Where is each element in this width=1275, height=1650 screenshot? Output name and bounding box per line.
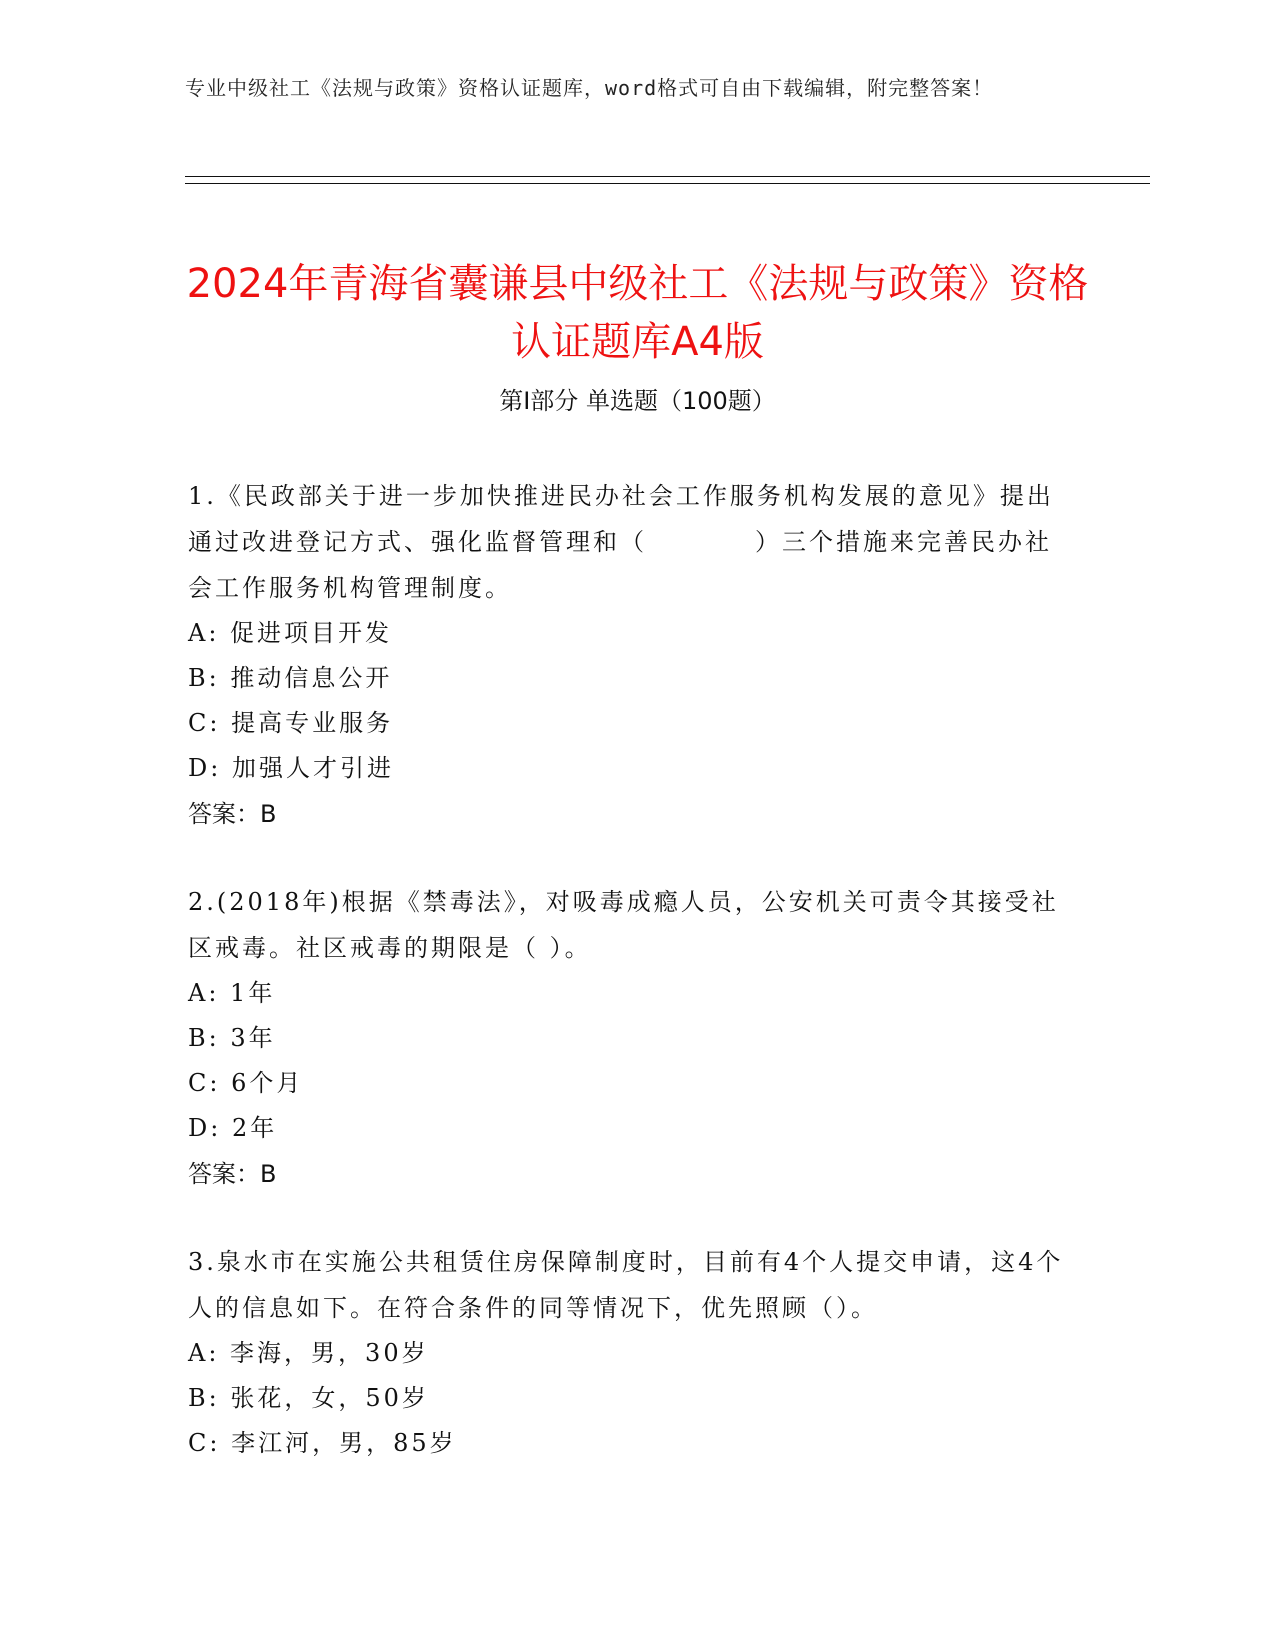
question-stem: 3.泉水市在实施公共租赁住房保障制度时，目前有4个人提交申请，这4个人的信息如下。在符合条件的同等情况下，优先照顾（）。 — [188, 1248, 1064, 1322]
document-title: 2024年青海省囊谦县中级社工《法规与政策》资格认证题库A4版 — [186, 260, 1089, 365]
option-a: A: 促进项目开发 — [188, 619, 393, 647]
option-d: D: 加强人才引进 — [188, 754, 394, 782]
question-3 — [188, 1239, 1068, 1466]
answer: 答案：B — [188, 800, 277, 828]
option-b: B: 张花，女，50岁 — [188, 1384, 429, 1412]
option-a: A: 李海，男，30岁 — [188, 1339, 429, 1367]
option-d: D: 2年 — [188, 1114, 278, 1142]
question-stem: 2.(2018年)根据《禁毒法》，对吸毒成瘾人员，公安机关可责令其接受社区戒毒。社区戒毒的期限是（ ）。 — [188, 888, 1059, 962]
question-list — [188, 473, 1068, 1508]
header-divider-top — [185, 176, 1150, 177]
option-c: C: 李江河，男，85岁 — [188, 1429, 457, 1457]
option-c: C: 提高专业服务 — [188, 709, 394, 737]
question-stem: 1.《民政部关于进一步加快推进民办社会工作服务机构发展的意见》提出通过改进登记方式、强化监督管理和（ ）三个措施来完善民办社会工作服务机构管理制度。 — [188, 482, 1054, 602]
header-note: 专业中级社工《法规与政策》资格认证题库，word格式可自由下载编辑，附完整答案！ — [185, 76, 994, 100]
header-divider-bottom — [185, 183, 1150, 184]
section-heading: 第I部分 单选题（100题） — [499, 387, 776, 415]
option-c: C: 6个月 — [188, 1069, 304, 1097]
answer: 答案：B — [188, 1160, 277, 1188]
question-2 — [188, 879, 1068, 1197]
option-b: B: 3年 — [188, 1024, 276, 1052]
option-b: B: 推动信息公开 — [188, 664, 393, 692]
option-a: A: 1年 — [188, 979, 276, 1007]
question-1 — [188, 473, 1068, 837]
